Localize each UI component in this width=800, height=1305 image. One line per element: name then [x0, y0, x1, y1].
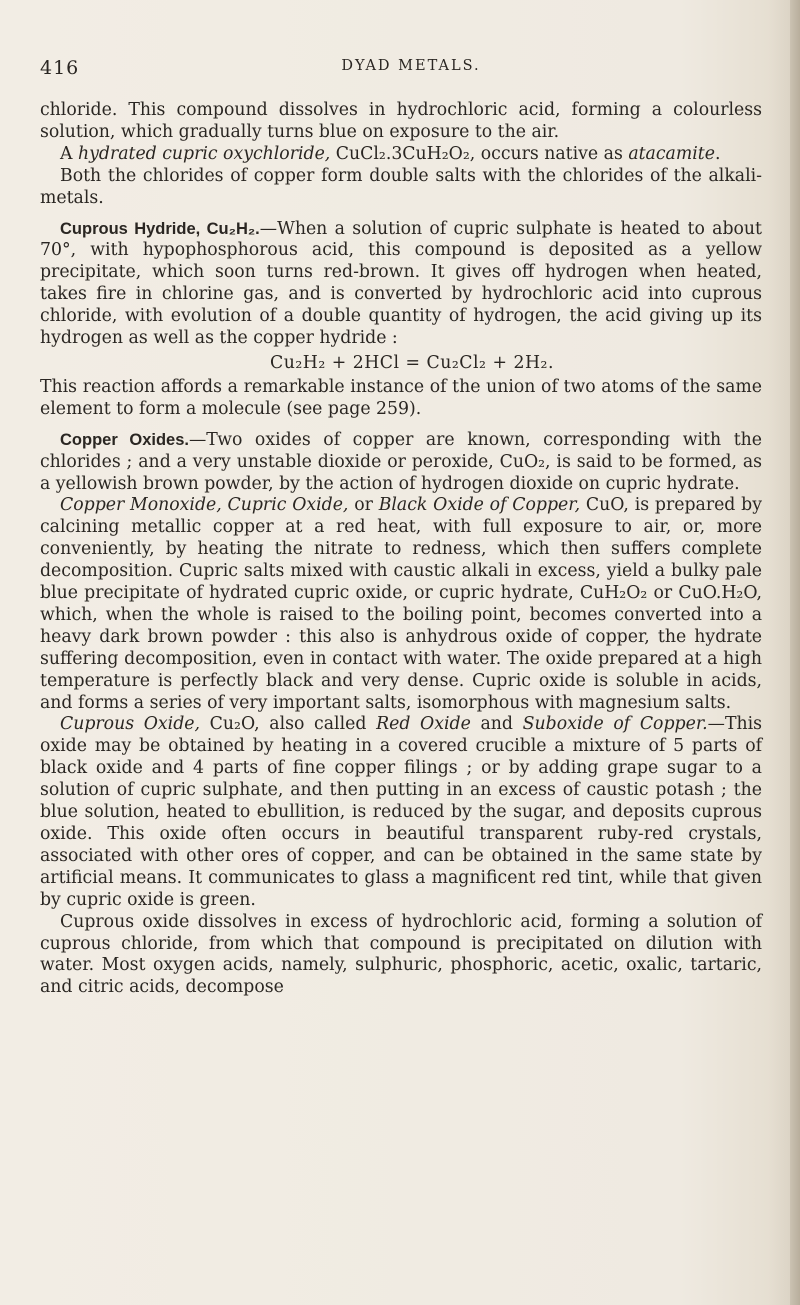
paragraph-copper-oxides: [40, 430, 762, 496]
paragraph-cuprous-oxide-solubility: [40, 912, 762, 1000]
paragraph-text: —When a solution of cupric sulphate is heated to about 70°, with hypophosphorous acid, this compound is deposited as a yellow precipitate, which soon turns red-brown. It gives off hydrogen when heated, takes fire in chlorine gas, and is converted by hydrochloric acid into cuprous chloride, with evolution of a double quantity of hydrogen, the acid giving up its hydrogen as well as the copper hydride :: [40, 218, 762, 349]
paragraph-lead: A: [60, 143, 78, 164]
paragraph-text: chloride. This compound dissolves in hydrochloric acid, forming a colourless solution, which gradually turns blue on exposure to the air.: [40, 100, 762, 142]
page-edge-shadow: [790, 0, 800, 1305]
paragraph-double-salts: [40, 166, 762, 210]
term-atacamite: atacamite: [628, 143, 715, 164]
term-black-oxide: Black Oxide of Copper,: [378, 495, 581, 516]
paragraph-oxychloride: [40, 144, 762, 166]
term-cuprous-oxide: Cuprous Oxide,: [60, 714, 200, 735]
paragraph-text: CuCl₂.3CuH₂O₂, occurs native as: [330, 143, 629, 164]
paragraph-connector: or: [348, 495, 379, 516]
term-hydrated-cupric-oxychloride: hydrated cupric oxychloride,: [77, 143, 331, 164]
section-heading-cuprous-hydride: Cuprous Hydride, Cu₂H₂.: [60, 219, 260, 238]
running-title: DYAD METALS.: [341, 58, 481, 74]
term-suboxide-of-copper: Suboxide of Copper.: [522, 714, 708, 735]
section-heading-copper-oxides: Copper Oxides.: [60, 430, 189, 449]
paragraph-reaction-note: [40, 377, 762, 421]
paragraph-text: CuO, is prepared by calcining metallic copper at a red heat, with full exposure to air, or, more conveniently, by heating the nitrate to redness, which then suffers complete decomposition. Cupric salts mixed with caustic alkali in excess, yield a bulky pale blue precipitate of hydrated cupric oxide, or cupric hydrate, CuH₂O₂ or CuO.H₂O, which, when the whole is raised to the boiling point, becomes converted into a heavy dark brown powder : this also is anhydrous oxide of copper, the hydrate suffering decomposition, even in contact with water. The oxide prepared at a high temperature is perfectly black and very dense. Cupric oxide is soluble in acids, and forms a series of very important salts, isomorphous with magnesium salts.: [40, 495, 762, 713]
paragraph-text: —This oxide may be obtained by heating in a covered crucible a mixture of 5 parts of black oxide and 4 parts of fine copper filings ; or by adding grape sugar to a solution of cupric sulphate, and then putting in an excess of caustic potash ; the blue solution, heated to ebullition, is reduced by the sugar, and deposits cuprous oxide. This oxide often occurs in beautiful transparent ruby-red crystals, associated with other ores of copper, and can be obtained in the same state by artificial means. It communicates to glass a magnificent red tint, while that given by cupric oxide is green.: [40, 714, 763, 910]
paragraph-copper-monoxide: [40, 495, 762, 714]
page-header: [40, 57, 782, 79]
paragraph-text: Both the chlorides of copper form double salts with the chlorides of the alkali-metals.: [40, 165, 762, 208]
term-red-oxide: Red Oxide: [376, 714, 471, 735]
chemical-equation: Cu₂H₂ + 2HCl = Cu₂Cl₂ + 2H₂.: [270, 352, 554, 373]
paragraph-cuprous-oxide: [40, 714, 762, 911]
paragraph-chloride-continuation: [40, 100, 762, 144]
term-copper-monoxide: Copper Monoxide, Cupric Oxide,: [60, 495, 349, 516]
page-number: 416: [40, 57, 80, 79]
paragraph-text: Cuprous oxide dissolves in excess of hydrochloric acid, forming a solution of cuprous chloride, from which that compound is precipitated on dilution with water. Most oxygen acids, namely, sulphuric, phosphoric, acetic, oxalic, tartaric, and citric acids, decompose: [40, 911, 762, 998]
page-body: [40, 100, 762, 999]
paragraph-connector: and: [470, 714, 523, 735]
paragraph-connector: Cu₂O, also called: [199, 714, 377, 735]
paragraph-tail: .: [714, 143, 721, 164]
paragraph-cuprous-hydride: [40, 219, 762, 350]
paragraph-text: —Two oxides of copper are known, corresponding with the chlorides ; and a very unstable dioxide or peroxide, CuO₂, is said to be formed, as a yellowish brown powder, by the action of hydrogen dioxide on cupric hydrate.: [40, 429, 762, 494]
paragraph-text: This reaction affords a remarkable instance of the union of two atoms of the same element to form a molecule (see page 259).: [40, 376, 762, 419]
